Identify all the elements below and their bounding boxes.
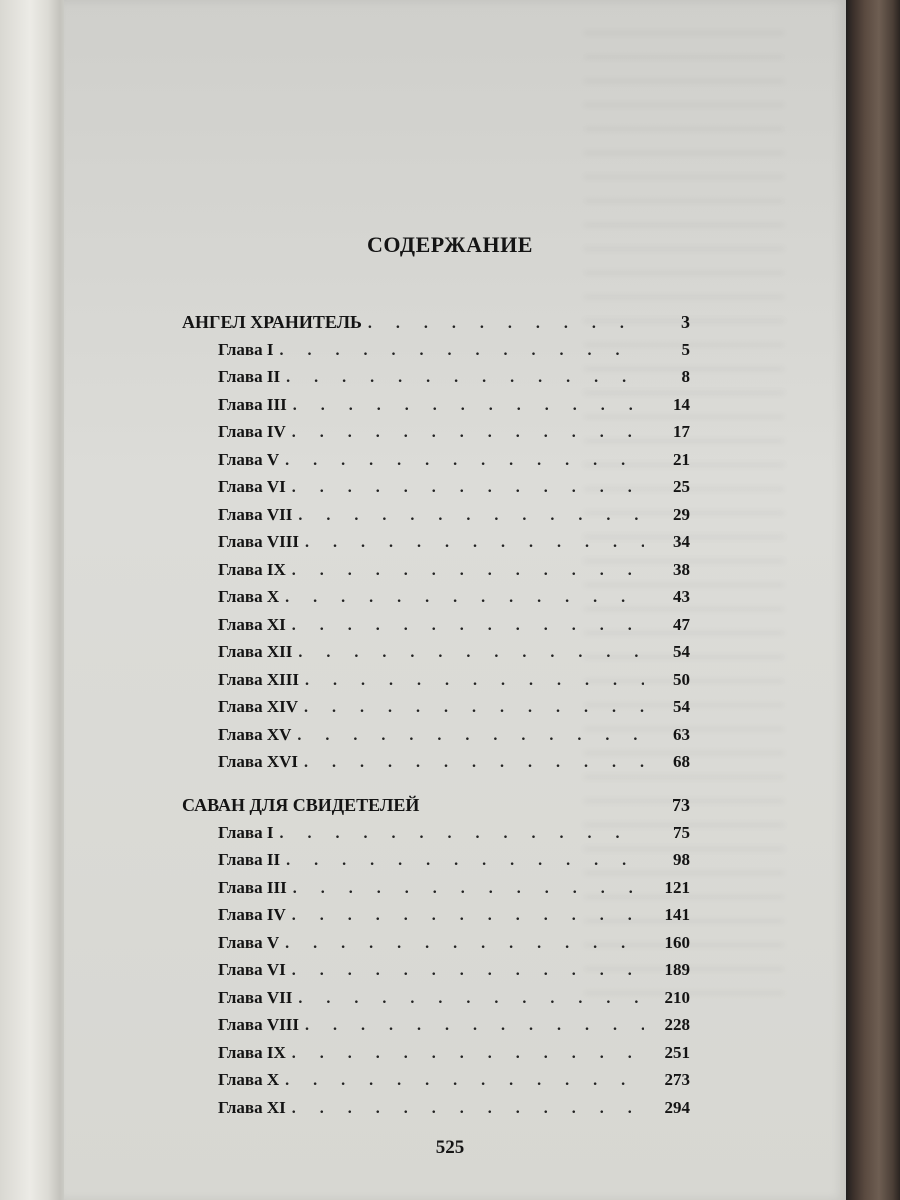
chapter-label: Глава III [218,395,287,414]
chapter-page: 189 [664,960,690,979]
leader-dots [292,962,644,980]
leader-dots [305,534,644,552]
leader-dots [292,562,644,580]
chapter-page: 14 [673,395,690,414]
leader-dots [304,699,644,717]
toc-chapter [218,1098,690,1118]
chapter-label: Глава V [218,450,280,469]
chapter-page: 273 [664,1070,690,1089]
leader-dots [297,727,644,745]
section-title: САВАН ДЛЯ СВИДЕТЕЛЕЙ [182,795,420,815]
toc-chapter [218,587,690,607]
book-cover-edge [845,0,900,1200]
leader-dots [293,880,644,898]
leader-dots [292,479,644,497]
chapter-page: 121 [664,878,690,897]
toc-chapter [218,823,690,843]
toc-chapter [218,395,690,415]
leader-dots [298,644,644,662]
leader-dots [279,825,644,843]
chapter-label: Глава II [218,850,281,869]
chapter-page: 50 [673,670,690,689]
leader-dots [305,672,644,690]
toc-chapter [218,450,690,470]
chapter-page: 38 [673,560,690,579]
chapter-label: Глава IV [218,422,286,441]
leader-dots [292,617,644,635]
chapter-page: 251 [664,1043,690,1062]
chapter-label: Глава IX [218,1043,286,1062]
leader-dots [292,424,644,442]
leader-dots [285,452,644,470]
chapter-label: Глава VII [218,505,293,524]
section-page: 73 [672,795,690,815]
toc-chapter [218,1015,690,1035]
chapter-page: 68 [673,752,690,771]
toc-chapter [218,477,690,497]
chapter-label: Глава VI [218,960,286,979]
chapter-label: Глава X [218,587,280,606]
leader-dots [298,507,644,525]
toc-chapter [218,642,690,662]
toc-chapter [218,725,690,745]
leader-dots [298,990,644,1008]
chapter-page: 228 [664,1015,690,1034]
toc-chapter [218,367,690,387]
toc-chapter [218,960,690,980]
chapter-page: 294 [664,1098,690,1117]
section-page: 3 [681,312,690,332]
leader-dots [305,1017,644,1035]
chapter-label: Глава XI [218,1098,286,1117]
chapter-page: 29 [673,505,690,524]
chapter-label: Глава XV [218,725,292,744]
toc-chapter [218,933,690,953]
chapter-label: Глава II [218,367,281,386]
chapter-label: Глава VI [218,477,286,496]
chapter-label: Глава XII [218,642,293,661]
toc-chapter [218,850,690,870]
page-title: СОДЕРЖАНИЕ [367,232,533,257]
toc-chapter [218,560,690,580]
toc-chapter [218,505,690,525]
leader-dots [286,852,644,870]
chapter-label: Глава IV [218,905,286,924]
chapter-label: Глава I [218,340,274,359]
chapter-label: Глава VIII [218,532,299,551]
leader-dots [304,754,644,772]
toc-section-1 [182,312,690,333]
chapter-page: 98 [673,850,690,869]
chapter-page: 17 [673,422,690,441]
chapter-label: Глава IX [218,560,286,579]
leader-dots [292,1045,644,1063]
chapter-label: Глава III [218,878,287,897]
chapter-page: 63 [673,725,690,744]
chapter-label: Глава VII [218,988,293,1007]
chapter-page: 43 [673,587,690,606]
toc-section-2 [182,795,690,816]
chapter-label: Глава I [218,823,274,842]
toc-chapter [218,422,690,442]
chapter-page: 75 [673,823,690,842]
toc-chapter [218,340,690,360]
toc-chapter [218,1070,690,1090]
chapter-page: 8 [681,367,690,386]
chapter-page: 160 [664,933,690,952]
toc-chapter [218,752,690,772]
leader-dots [368,315,644,333]
chapter-page: 21 [673,450,690,469]
chapter-label: Глава XI [218,615,286,634]
chapter-label: Глава XIII [218,670,299,689]
leader-dots [292,907,644,925]
toc-chapter [218,615,690,635]
leader-dots [293,397,644,415]
toc-chapter [218,697,690,717]
chapter-page: 54 [673,697,690,716]
chapter-page: 34 [673,532,690,551]
leader-dots [285,1072,644,1090]
toc-chapter [218,532,690,552]
chapter-label: Глава V [218,933,280,952]
chapter-page: 54 [673,642,690,661]
toc-chapter [218,905,690,925]
chapter-label: Глава VIII [218,1015,299,1034]
chapter-page: 210 [664,988,690,1007]
chapter-page: 5 [681,340,690,359]
leader-dots [286,369,644,387]
leader-dots [285,589,644,607]
section-title: АНГЕЛ ХРАНИТЕЛЬ [182,312,362,332]
leader-dots [285,935,644,953]
leader-dots [279,342,644,360]
toc-chapter [218,878,690,898]
toc-chapter [218,1043,690,1063]
leader-dots [292,1100,644,1118]
chapter-page: 47 [673,615,690,634]
toc-chapter [218,670,690,690]
chapter-label: Глава XIV [218,697,299,716]
chapter-page: 25 [673,477,690,496]
chapter-label: Глава XVI [218,752,299,771]
chapter-page: 141 [664,905,690,924]
page-number: 525 [435,1137,465,1158]
chapter-label: Глава X [218,1070,280,1089]
toc-chapter [218,988,690,1008]
